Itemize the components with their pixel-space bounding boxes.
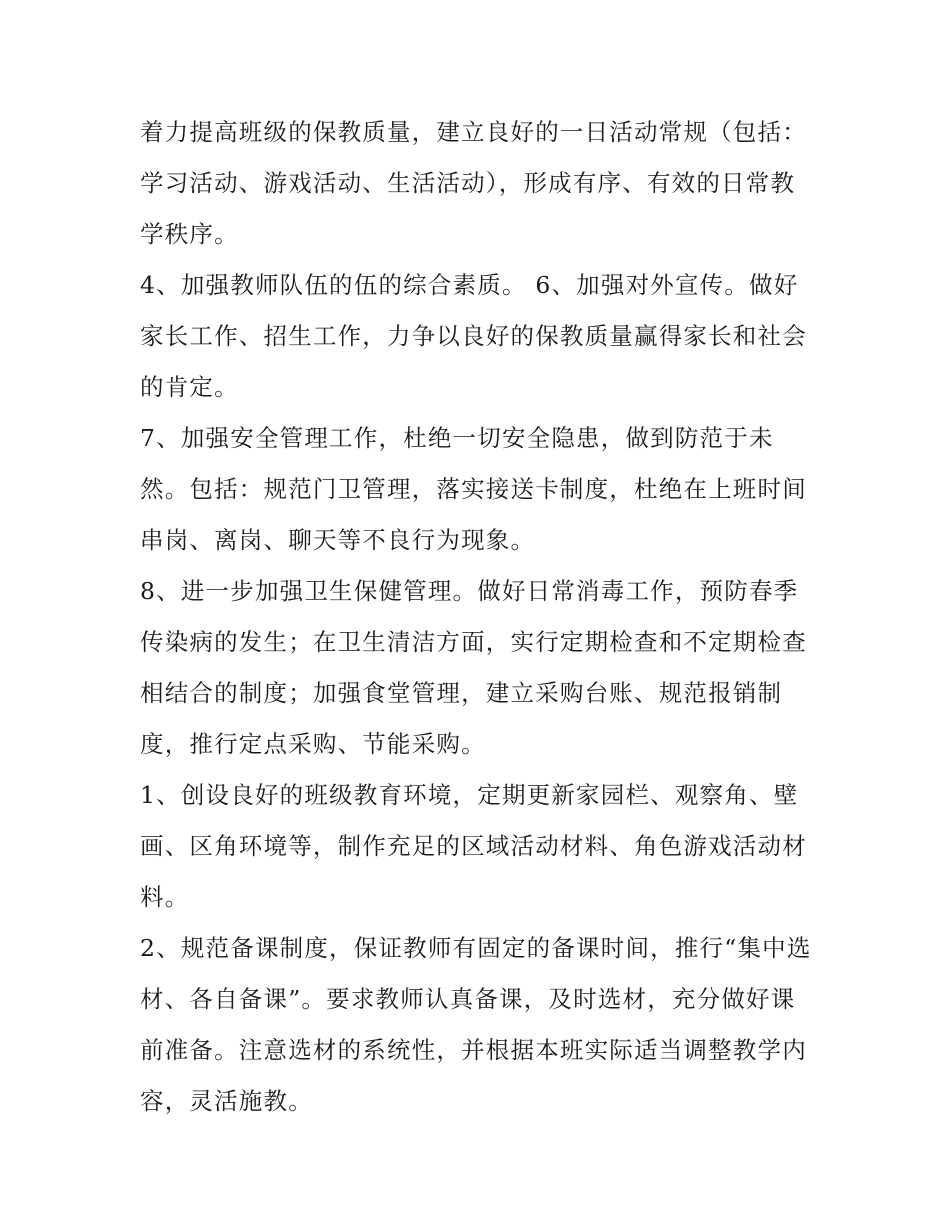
- text-line: 材、各自备课”。要求教师认真备课，及时选材，充分做好课: [140, 985, 796, 1013]
- text-line: 7、加强安全管理工作，杜绝一切安全隐患，做到防范于未: [140, 424, 774, 452]
- text-line: 学秩序。: [140, 220, 239, 248]
- text-line: 着力提高班级的保教质量，建立良好的一日活动常规（包括：: [140, 118, 807, 146]
- text-line: 的肯定。: [140, 373, 239, 401]
- text-line: 8、进一步加强卫生保健管理。做好日常消毒工作，预防春季: [140, 577, 799, 605]
- document-body: [140, 107, 820, 1127]
- text-line: 相结合的制度；加强食堂管理，建立采购台账、规范报销制: [140, 679, 783, 707]
- text-line: 2、规范备课制度，保证教师有固定的备课时间，推行“集中选: [140, 934, 812, 962]
- text-line: 传染病的发生；在卫生清洁方面，实行定期检查和不定期检查: [140, 628, 807, 656]
- text-line: 4、加强教师队伍的伍的综合素质。 6、加强对外宣传。做好: [140, 271, 799, 299]
- text-line: 前准备。注意选材的系统性，并根据本班实际适当调整教学内: [140, 1036, 807, 1064]
- text-line: 串岗、离岗、聊天等不良行为现象。: [140, 526, 536, 554]
- text-line: 度，推行定点采购、节能采购。: [140, 730, 486, 758]
- text-line: 然。包括：规范门卫管理，落实接送卡制度，杜绝在上班时间: [140, 475, 807, 503]
- text-line: 家长工作、招生工作，力争以良好的保教质量赢得家长和社会: [140, 322, 807, 350]
- text-line: 容，灵活施教。: [140, 1087, 313, 1115]
- text-line: 学习活动、游戏活动、生活活动），形成有序、有效的日常教: [140, 169, 796, 197]
- text-line: 料。: [140, 883, 190, 911]
- text-line: 1、创设良好的班级教育环境，定期更新家园栏、观察角、壁: [140, 781, 799, 809]
- text-line: 画、区角环境等，制作充足的区域活动材料、角色游戏活动材: [140, 832, 807, 860]
